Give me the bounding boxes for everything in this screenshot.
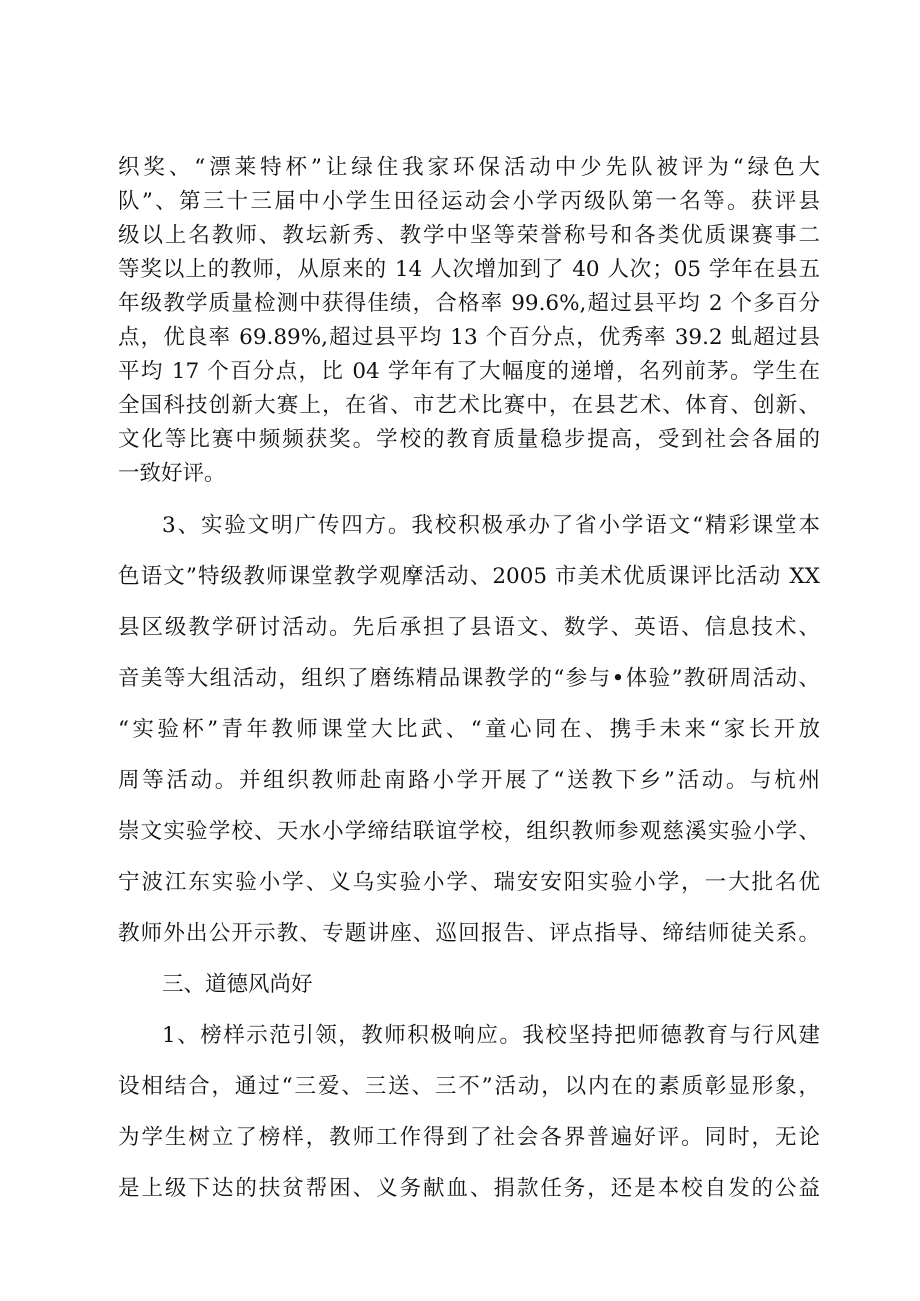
paragraph-1-line-8: 全国科技创新大赛上，在省、市艺术比赛中，在县艺术、体育、创新、 [118,393,820,418]
paragraph-2-line-8: 宁波江东实验小学、义乌实验小学、瑞安安阳实验小学，一大批名优 [118,870,820,895]
paragraph-1-line-5: 年级教学质量检测中获得佳绩，合格率 99.6%,超过县平均 2 个多百分 [118,291,820,316]
paragraph-2-line-9: 教师外出公开示教、专题讲座、巡回报告、评点指导、缔结师徒关系。 [118,921,820,946]
paragraph-2-line-5: “实验杯”青年教师课堂大比武、“童心同在、携手未来“家长开放 [118,717,820,742]
paragraph-3-line-1: 1、榜样示范引领，教师积极响应。我校坚持把师德教育与行风建 [162,1023,820,1048]
paragraph-3-line-3: 为学生树立了榜样，教师工作得到了社会各界普遍好评。同时，无论 [118,1125,820,1150]
paragraph-1-line-10: 一致好评。 [118,461,226,486]
paragraph-1-line-1: 织奖、“漂莱特杯”让绿住我家环保活动中少先队被评为“绿色大 [118,155,820,180]
section-heading: 三、道德风尚好 [162,972,313,997]
paragraph-3-line-4: 是上级下达的扶贫帮困、义务献血、捐款任务，还是本校自发的公益 [118,1176,820,1201]
paragraph-1-line-3: 级以上名教师、教坛新秀、教学中坚等荣誉称号和各类优质课赛事二 [118,223,820,248]
paragraph-2-line-3: 县区级教学研讨活动。先后承担了县语文、数学、英语、信息技术、 [118,615,820,640]
paragraph-1-line-4: 等奖以上的教师，从原来的 14 人次增加到了 40 人次；05 学年在县五 [118,257,820,282]
paragraph-2-line-1: 3、实验文明广传四方。我校积极承办了省小学语文“精彩课堂本 [162,513,820,538]
paragraph-2-line-6: 周等活动。并组织教师赴南路小学开展了“送教下乡”活动。与杭州 [118,768,820,793]
paragraph-1-line-9: 文化等比赛中频频获奖。学校的教育质量稳步提高，受到社会各届的 [118,427,820,452]
paragraph-1-line-7: 平均 17 个百分点，比 04 学年有了大幅度的递增，名列前茅。学生在 [118,359,820,384]
paragraph-3-line-2: 设相结合，通过“三爱、三送、三不”活动，以内在的素质彰显形象， [118,1074,820,1099]
paragraph-2-line-7: 崇文实验学校、天水小学缔结联谊学校，组织教师参观慈溪实验小学、 [118,819,820,844]
paragraph-1-line-6: 点，优良率 69.89%,超过县平均 13 个百分点，优秀率 39.2 虬超过县 [118,325,820,350]
paragraph-2-line-2: 色语文”特级教师课堂教学观摩活动、2005 市美术优质课评比活动 XX [118,564,820,589]
paragraph-2-line-4: 音美等大组活动，组织了磨练精品课教学的“参与•体验”教研周活动、 [118,666,820,691]
paragraph-1-line-2: 队”、第三十三届中小学生田径运动会小学丙级队第一名等。获评县 [118,189,820,214]
